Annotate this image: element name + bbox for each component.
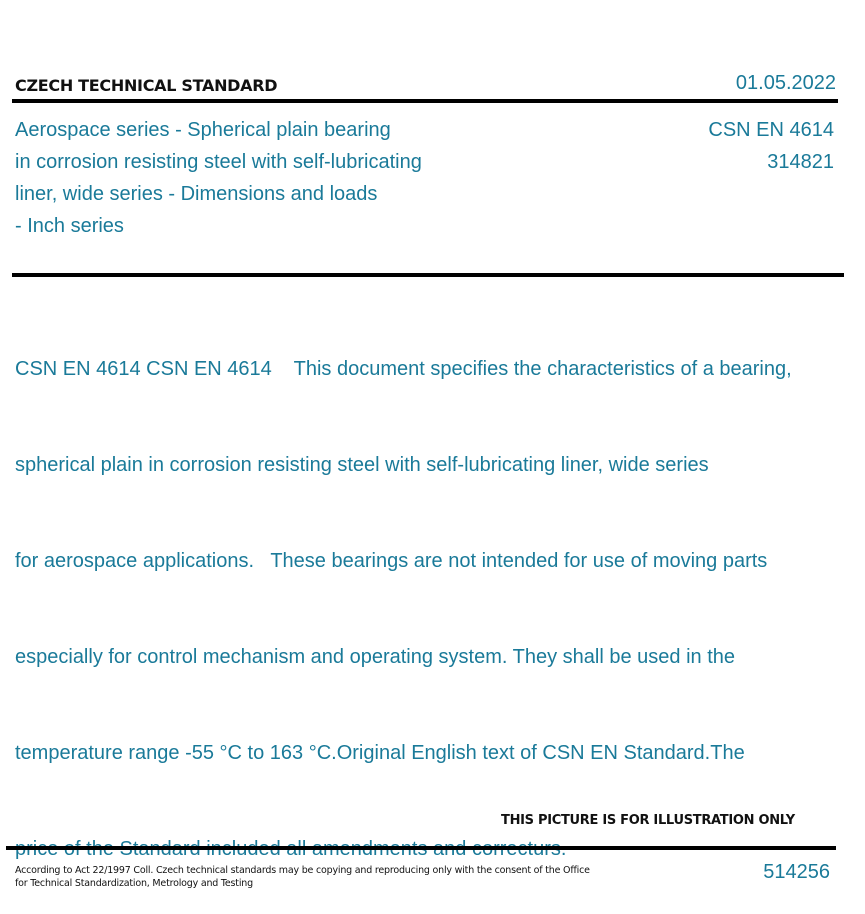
document-type-label: CZECH TECHNICAL STANDARD — [15, 76, 278, 95]
standard-codes — [708, 114, 834, 178]
title-line: - Inch series — [15, 215, 124, 237]
title-line: Aerospace series - Spherical plain bearing — [15, 119, 391, 141]
standard-code: CSN EN 4614 — [708, 119, 834, 141]
description-line: CSN EN 4614 CSN EN 4614 This document specifies the characteristics of a bearing, — [15, 358, 792, 380]
title-line: liner, wide series - Dimensions and loads — [15, 183, 378, 205]
description-line: temperature range -55 °C to 163 °C.Original English text of CSN EN Standard.The — [15, 742, 745, 764]
description-line: especially for control mechanism and operating system. They shall be used in the — [15, 646, 736, 668]
legal-line: for Technical Standardization, Metrology and Testing — [15, 878, 253, 889]
description-line: for aerospace applications. These bearings are not intended for use of moving parts — [15, 550, 768, 572]
title-line: in corrosion resisting steel with self-lubricating — [15, 151, 422, 173]
standard-title — [15, 114, 485, 242]
issue-date: 01.05.2022 — [735, 72, 836, 94]
legal-line: According to Act 22/1997 Coll. Czech technical standards may be copying and reproducing only with the consent of the Office — [15, 865, 590, 876]
standard-description — [15, 289, 855, 897]
description-line: spherical plain in corrosion resisting steel with self-lubricating liner, wide series — [15, 454, 709, 476]
title-divider — [12, 273, 844, 277]
footer-code: 514256 — [763, 861, 830, 883]
footer-divider — [6, 846, 836, 850]
illustration-note: THIS PICTURE IS FOR ILLUSTRATION ONLY — [501, 813, 795, 828]
legal-notice — [15, 864, 615, 890]
header-divider — [12, 99, 838, 103]
catalog-number: 314821 — [767, 151, 834, 173]
